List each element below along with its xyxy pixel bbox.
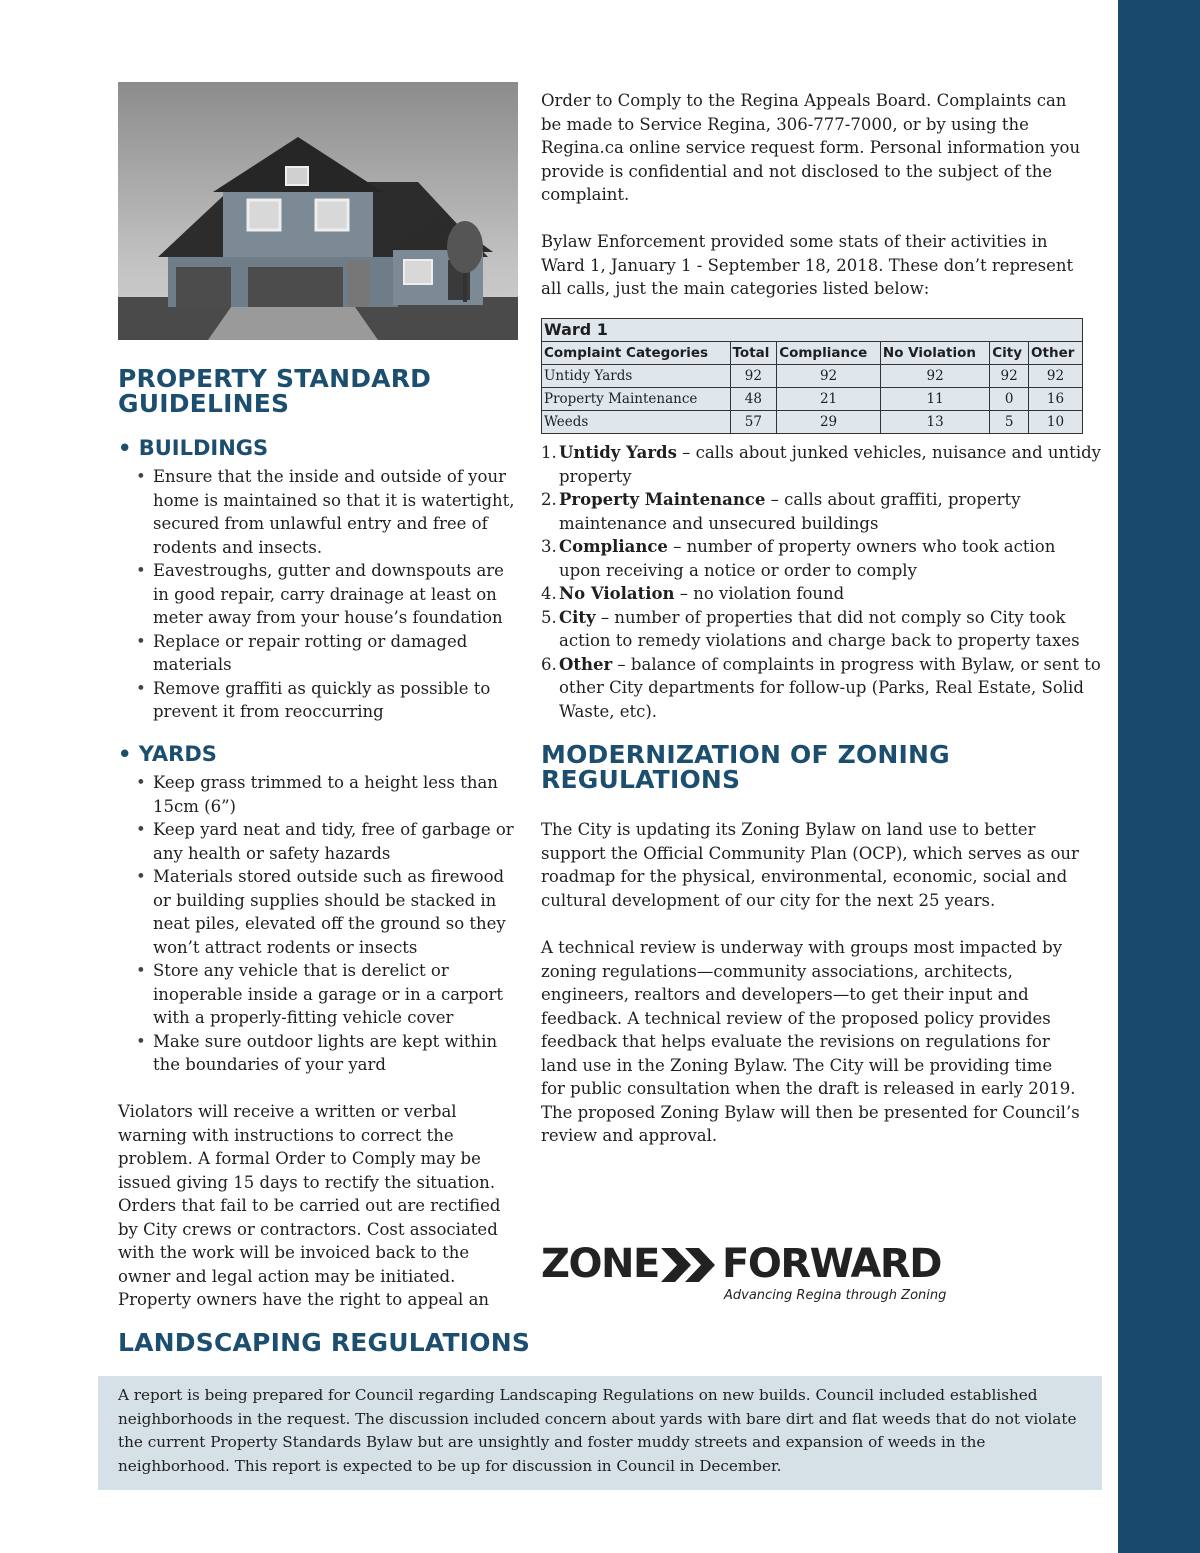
- column-header: Complaint Categories: [542, 342, 731, 365]
- zone-forward-logo: [541, 1240, 961, 1310]
- list-item: • Keep grass trimmed to a height less than 15cm (6”): [118, 771, 520, 818]
- item-number: 6.: [541, 654, 557, 674]
- ward-stats-table: [541, 318, 1083, 434]
- table-cell: 0: [990, 388, 1029, 411]
- item-number: 1.: [541, 443, 557, 462]
- heading-line-1: PROPERTY STANDARD: [118, 364, 432, 393]
- landscaping-box: [98, 1376, 1102, 1490]
- item-number: 5.: [541, 607, 557, 627]
- table-cell: 92: [1029, 365, 1083, 388]
- item-text: – calls about junked vehicles, nuisance and untidy property: [559, 443, 1101, 486]
- column-header: Other: [1029, 342, 1083, 365]
- table-cell: 57: [730, 411, 777, 434]
- list-item: • Keep yard neat and tidy, free of garbage or any health or safety hazards: [118, 818, 520, 865]
- item-number: 4.: [541, 584, 557, 603]
- yards-heading: • YARDS: [118, 742, 217, 766]
- column-header: Compliance: [777, 342, 881, 365]
- list-item: • Ensure that the inside and outside of your home is maintained so that it is watertight, secured from unlawful entry and free of rodents and insects.: [118, 465, 520, 559]
- item-number: 2.: [541, 490, 557, 509]
- violators-paragraph: Violators will receive a written or verbal warning with instructions to correct the problem. A formal Order to Comply may be issued giving 15 days to rectify the situation. Orders that fail to be carried out are rectified by City crews or contractors. Cost associated with the work will be invoiced back to the owner and legal action may be initiated. Property owners have the right to appeal an: [118, 1102, 501, 1309]
- item-term: Compliance: [559, 537, 668, 556]
- item-term: City: [559, 607, 596, 627]
- item-text: – number of property owners who took action upon receiving a notice or order to comply: [559, 537, 1056, 580]
- landscaping-heading: LANDSCAPING REGULATIONS: [118, 1328, 531, 1357]
- page-side-bar: [1118, 0, 1200, 1553]
- heading-line-2: REGULATIONS: [541, 765, 741, 794]
- table-row: [542, 388, 1083, 411]
- property-standard-heading: [118, 366, 431, 416]
- list-item: [541, 582, 1101, 606]
- landscaping-paragraph: A report is being prepared for Council regarding Landscaping Regulations on new builds. Council included established neighborhoods in the request. The discussion included concern about yards with bare dirt and flat weeds that do not violate the current Property Standards Bylaw but are unsightly and foster muddy streets and expansion of weeds in the neighborhood. This report is expected to be up for discussion in Council in December.: [118, 1386, 1077, 1475]
- table-row: [542, 365, 1083, 388]
- list-item: [541, 535, 1101, 582]
- item-text: – calls about graffiti, property maintenance and unsecured buildings: [559, 490, 1021, 533]
- table-cell: 48: [730, 388, 777, 411]
- logo-word-zone: ZONE: [541, 1241, 659, 1287]
- list-item: [541, 488, 1101, 535]
- item-term: Property Maintenance: [559, 490, 766, 509]
- table-cell: 29: [777, 411, 881, 434]
- item-term: No Violation: [559, 584, 675, 603]
- item-text: – number of properties that did not comply so City took action to remedy violations and charge back to property taxes: [559, 607, 1080, 650]
- double-chevron-icon: [659, 1246, 721, 1284]
- buildings-heading: • BUILDINGS: [118, 436, 269, 460]
- table-cell: 10: [1029, 411, 1083, 434]
- table-cell: Weeds: [542, 411, 731, 434]
- table-title: Ward 1: [542, 319, 1083, 342]
- item-text: – balance of complaints in progress with Bylaw, or sent to other City departments for follow-up (Parks, Real Estate, Solid Waste, etc).: [559, 654, 1101, 721]
- column-header: Total: [730, 342, 777, 365]
- column-header: City: [990, 342, 1029, 365]
- list-item: • Remove graffiti as quickly as possible to prevent it from reoccurring: [118, 677, 520, 724]
- list-item: • Make sure outdoor lights are kept within the boundaries of your yard: [118, 1030, 520, 1077]
- list-item: [541, 606, 1101, 653]
- logo-word-forward: FORWARD: [722, 1241, 941, 1287]
- zoning-paragraph-2: A technical review is underway with groups most impacted by zoning regulations—community associations, architects, engineers, realtors and developers—to get their input and feedback. A technical review of the proposed policy provides feedback that helps evaluate the revisions on regulations for land use in the Zoning Bylaw. The City will be providing time for public consultation when the draft is released in early 2019. The proposed Zoning Bylaw will then be presented for Council’s review and approval.: [541, 938, 1080, 1145]
- list-item: • Materials stored outside such as firewood or building supplies should be stacked in neat piles, elevated off the ground so they won’t attract rodents or insects: [118, 865, 520, 959]
- table-title-row: [542, 319, 1083, 342]
- logo-tagline: Advancing Regina through Zoning: [724, 1288, 947, 1303]
- table-cell: 21: [777, 388, 881, 411]
- heading-line-1: MODERNIZATION OF ZONING: [541, 740, 950, 769]
- table-cell: Property Maintenance: [542, 388, 731, 411]
- zoning-heading: [541, 742, 950, 792]
- category-definitions-list: [541, 441, 1101, 723]
- list-item: • Replace or repair rotting or damaged materials: [118, 630, 520, 677]
- table-cell: 92: [990, 365, 1029, 388]
- stats-intro-paragraph: Bylaw Enforcement provided some stats of their activities in Ward 1, January 1 - September 18, 2018. These don’t represent all calls, just the main categories listed below:: [541, 232, 1074, 298]
- table-cell: Untidy Yards: [542, 365, 731, 388]
- item-term: Untidy Yards: [559, 443, 677, 462]
- appeals-paragraph: Order to Comply to the Regina Appeals Board. Complaints can be made to Service Regina, 306-777-7000, or by using the Regina.ca online service request form. Personal information you provide is confidential and not disclosed to the subject of the complaint.: [541, 91, 1081, 204]
- item-text: – no violation found: [674, 584, 845, 603]
- house-illustration: [118, 82, 518, 340]
- table-row: [542, 411, 1083, 434]
- table-header-row: [542, 342, 1083, 365]
- item-number: 3.: [541, 537, 557, 556]
- buildings-list: [118, 465, 520, 724]
- list-item: [541, 653, 1101, 724]
- zoning-paragraph-1: The City is updating its Zoning Bylaw on land use to better support the Official Community Plan (OCP), which serves as our roadmap for the physical, environmental, economic, social and cultural development of our city for the next 25 years.: [541, 820, 1079, 910]
- table-cell: 5: [990, 411, 1029, 434]
- table-cell: 92: [730, 365, 777, 388]
- list-item: [541, 441, 1101, 488]
- column-header: No Violation: [880, 342, 989, 365]
- table-cell: 92: [777, 365, 881, 388]
- table-cell: 11: [880, 388, 989, 411]
- table-cell: 92: [880, 365, 989, 388]
- list-item: • Eavestroughs, gutter and downspouts are in good repair, carry drainage at least on meter away from your house’s foundation: [118, 559, 520, 630]
- list-item: • Store any vehicle that is derelict or inoperable inside a garage or in a carport with a properly-fitting vehicle cover: [118, 959, 520, 1030]
- yards-list: [118, 771, 520, 1077]
- house-photo: [118, 82, 518, 340]
- table-cell: 16: [1029, 388, 1083, 411]
- table-cell: 13: [880, 411, 989, 434]
- heading-line-2: GUIDELINES: [118, 389, 290, 418]
- item-term: Other: [559, 654, 613, 674]
